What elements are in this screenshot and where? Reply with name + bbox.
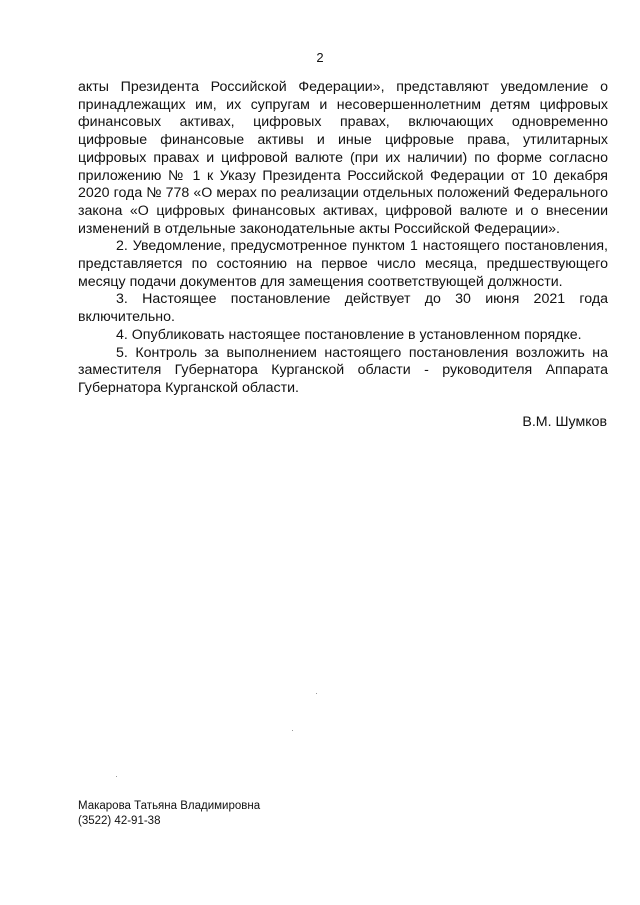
scan-speck — [292, 730, 293, 731]
executor-name: Макарова Татьяна Владимировна — [78, 800, 261, 812]
document-body — [78, 79, 608, 398]
paragraph-continuation: акты Президента Российской Федерации», представляют уведомление о принадлежащих им, их супругам и несовершеннолетним детям цифровых финансовых активах, цифровых правах, включающих одновременно цифровые финансовые активы и иные цифровые права, утилитарных цифровых правах и цифровой валюте (при их наличии) по форме согласно приложению № 1 к Указу Президента Российской Федерации от 10 декабря 2020 года № 778 «О мерах по реализации отдельных положений Федерального закона «О цифровых финансовых активах, цифровой валюте и о внесении изменений в отдельные законодательные акты Российской Федерации». — [78, 79, 608, 237]
paragraph-item-2: 2. Уведомление, предусмотренное пунктом 1 настоящего постановления, представляется по состоянию на первое число месяца, предшествующего месяцу подачи документов для замещения соответствующей должности. — [78, 238, 608, 290]
scan-speck — [116, 776, 117, 777]
executor-block — [78, 799, 260, 829]
paragraph-item-4: 4. Опубликовать настоящее постановление в установленном порядке. — [116, 326, 582, 343]
paragraph-item-5: 5. Контроль за выполнением настоящего постановления возложить на заместителя Губернатора Курганской области - руководителя Аппарата Губернатора Курганской области. — [78, 344, 608, 396]
executor-phone: (3522) 42-91-38 — [78, 815, 161, 827]
paragraph-item-3: 3. Настоящее постановление действует до 30 июня 2021 года включительно. — [78, 291, 608, 326]
page-number: 2 — [316, 50, 324, 65]
scan-speck — [316, 693, 317, 694]
signature-name: В.М. Шумков — [522, 414, 607, 430]
